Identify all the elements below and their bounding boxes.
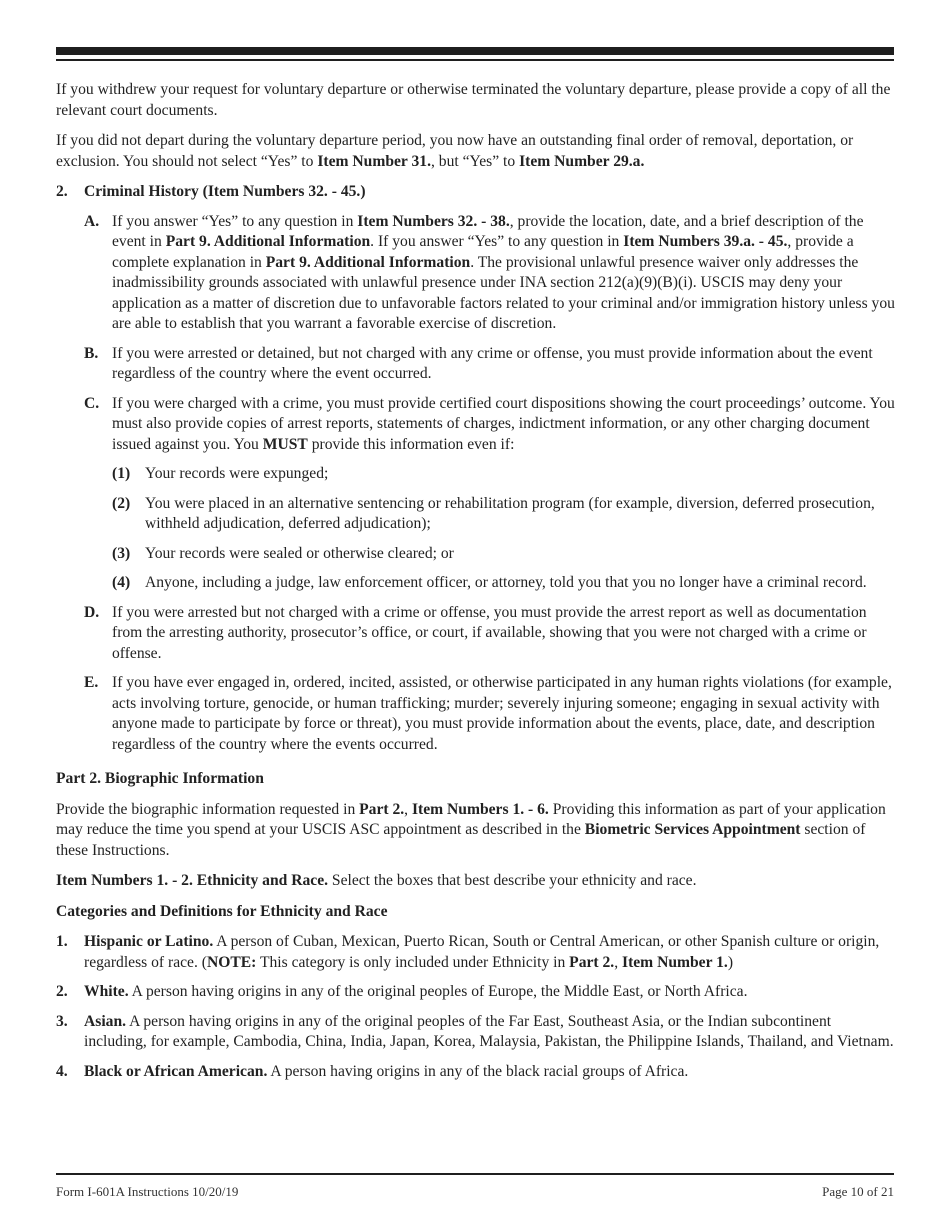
section-title: Criminal History (Item Numbers 32. - 45.) (84, 183, 366, 200)
category-text-2: This category is only included under Ethnicity in (256, 953, 570, 971)
category-text-4: ) (727, 953, 734, 971)
category-text-1: A person of Cuban, Mexican, Puerto Rican, South or Central American, or other Spanish culture or origin, regardless of race. ( (84, 933, 880, 971)
item-label: E. (84, 674, 99, 691)
item-label: D. (84, 603, 100, 621)
item-a-bold-4: Part 9. Additional Information (265, 253, 471, 271)
part2-p-text-g: section of these Instructions. (56, 821, 866, 859)
subitem-text: Anyone, including a judge, law enforcement officer, or attorney, told you that you no longer have a criminal record. (145, 574, 867, 591)
subitem-number: (2) (112, 494, 131, 512)
intro-p2-text-a: If you did not depart during the voluntary departure period, you now have an outstanding final order of removal, deportation, or exclusion. You should not select “Yes” to (56, 132, 854, 170)
criminal-item-c-3 (112, 544, 896, 565)
part2-heading: Part 2. Biographic Information (56, 770, 264, 787)
category-text-3: , (614, 953, 622, 971)
category-title: Asian. (84, 1012, 127, 1030)
section-number: 2. (56, 183, 68, 200)
criminal-item-d (84, 603, 896, 665)
intro-p1-text: If you withdrew your request for voluntary departure or otherwise terminated the voluntary departure, please provide a copy of all the relevant court documents. (56, 81, 891, 119)
item-a-text-4: , provide a complete explanation in (112, 233, 854, 271)
subitem-text: Your records were sealed or otherwise cleared; or (145, 544, 454, 562)
subitem-text: You were placed in an alternative sentencing or rehabilitation program (for example, diversion, deferred prosecution, withheld adjudication, deferred adjudication); (145, 494, 875, 532)
category-text: A person having origins in any of the original peoples of the Far East, Southeast Asia, or the Indian subcontinent including, for example, Cambodia, China, India, Japan, Korea, Malaysia, Pakistan, the Philippine Islands, Thailand, and Vietnam. (84, 1012, 894, 1050)
category-note-label: NOTE: (206, 953, 257, 971)
category-title: White. (84, 983, 129, 1000)
subitem-number: (1) (112, 465, 131, 482)
item-a-text-2: , provide the location, date, and a brief description of the event in (112, 212, 864, 250)
criminal-item-c-2 (112, 494, 896, 535)
item-a-text-1: If you answer “Yes” to any question in (112, 212, 358, 230)
part2-p-text-c: , (404, 800, 412, 818)
item-a-text-3: . If you answer “Yes” to any question in (370, 233, 624, 250)
subitem-text: Your records were expunged; (145, 465, 329, 482)
intro-paragraph-1 (56, 80, 896, 121)
intro-p2-bold-d: Item Number 29.a. (519, 152, 645, 170)
page-content (56, 80, 896, 1091)
category-number: 2. (56, 983, 68, 1000)
subitem-number: (4) (112, 574, 131, 591)
footer-form-id: Form I-601A Instructions 10/20/19 (56, 1184, 239, 1199)
criminal-item-c-1 (112, 464, 896, 485)
item-e-text: If you have ever engaged in, ordered, incited, assisted, or otherwise participated in any human rights violations (for example, acts involving torture, genocide, or human trafficking; murder; severely injuring someone; engaging in sexual activity with anyone made to participate by force or threat), you must provide information about the events, place, date, and description regardless of the country where the events occurred. (112, 674, 892, 753)
ethnicity-race-text: Select the boxes that best describe your ethnicity and race. (328, 872, 697, 889)
ethnicity-race-paragraph (56, 871, 896, 892)
item-label: A. (84, 212, 100, 230)
item-c-text-1: If you were charged with a crime, you must provide certified court dispositions showing the court proceedings’ outcome. You must also provide copies of arrest reports, statements of charges, indictment information, or any other charging document issued against you. You (112, 394, 895, 453)
item-a-text-5: . The provisional unlawful presence waiver only addresses the inadmissibility grounds associated with unlawful presence under INA section 212(a)(9)(B)(i). USCIS may deny your application as a matter of discretion due to unfavorable factors related to your criminal and/or immigration history unless you are able to establish that you warrant a favorable exercise of discretion. (112, 253, 895, 332)
item-a-bold-1: Item Numbers 32. - 38. (357, 212, 510, 230)
part2-p-bold-f: Biometric Services Appointment (584, 821, 801, 838)
item-b-text: If you were arrested or detained, but not charged with any crime or offense, you must provide information about the event regardless of the country where the event occurred. (112, 344, 873, 382)
part2-p-text-a: Provide the biographic information requested in (56, 800, 360, 818)
category-hispanic (56, 932, 896, 973)
header-thin-rule (56, 59, 894, 61)
criminal-item-c (84, 394, 896, 456)
part2-p-text-e: Providing this information as part of your application may reduce the time you spend at your USCIS ASC appointment as described in the (56, 800, 886, 838)
item-label: C. (84, 394, 100, 412)
intro-paragraph-2 (56, 131, 896, 172)
ethnicity-race-bold: Item Numbers 1. - 2. Ethnicity and Race. (56, 872, 329, 889)
category-number: 3. (56, 1012, 68, 1030)
subitem-number: (3) (112, 544, 131, 562)
part2-paragraph (56, 800, 896, 862)
section-criminal-history (56, 182, 896, 203)
criminal-item-b (84, 344, 896, 385)
item-label: B. (84, 344, 99, 362)
category-number: 1. (56, 933, 68, 950)
criminal-item-c-4 (112, 573, 896, 594)
item-d-text: If you were arrested but not charged with a crime or offense, you must provide the arrest report as well as documentation from the arresting authority, prosecutor’s office, or court, if available, showing that you were not charged with a crime or offense. (112, 603, 867, 662)
intro-p2-bold-b: Item Number 31. (317, 152, 431, 170)
category-black (56, 1062, 896, 1083)
part2-p-bold-d: Item Numbers 1. - 6. (411, 800, 549, 818)
categories-heading: Categories and Definitions for Ethnicity and Race (56, 902, 388, 920)
category-text: A person having origins in any of the original peoples of Europe, the Middle East, or North Africa. (128, 983, 748, 1000)
intro-p2-text-c: , but “Yes” to (430, 152, 520, 170)
category-title: Black or African American. (84, 1062, 268, 1080)
category-title: Hispanic or Latino. (84, 933, 214, 950)
category-white (56, 982, 896, 1003)
item-a-bold-3: Item Numbers 39.a. - 45. (623, 233, 788, 250)
category-asian (56, 1012, 896, 1053)
item-c-text-2: provide this information even if: (307, 435, 515, 453)
footer-rule (56, 1173, 894, 1175)
criminal-item-a (84, 212, 896, 335)
footer-page-number: Page 10 of 21 (822, 1184, 894, 1199)
item-a-bold-2: Part 9. Additional Information (165, 233, 371, 250)
part2-p-bold-b: Part 2. (359, 800, 405, 818)
criminal-item-e (84, 673, 896, 755)
header-thick-rule (56, 47, 894, 55)
category-text: A person having origins in any of the black racial groups of Africa. (267, 1062, 689, 1080)
category-number: 4. (56, 1062, 68, 1080)
item-c-bold-must: MUST (262, 435, 308, 453)
category-bold-3: Item Number 1. (622, 953, 728, 971)
category-bold-2: Part 2. (569, 953, 615, 971)
